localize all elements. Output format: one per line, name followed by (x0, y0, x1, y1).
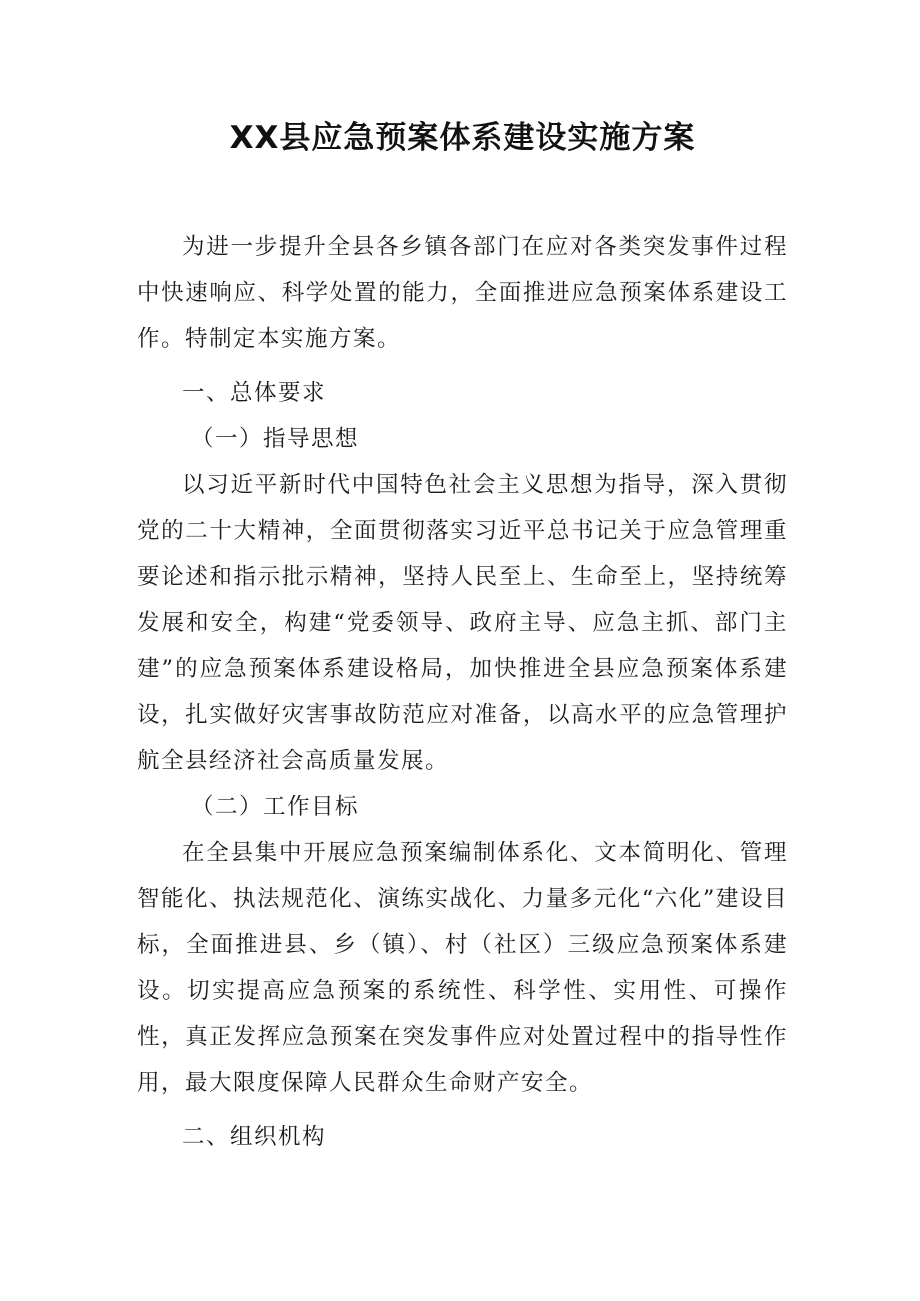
intro-paragraph: 为进一步提升全县各乡镇各部门在应对各类突发事件过程中快速响应、科学处置的能力，全面推进应急预案体系建设工作。特制定本实施方案。 (137, 234, 788, 352)
subsection-heading-guiding-ideology: （一）指导思想 (191, 426, 360, 452)
guiding-ideology-paragraph: 以习近平新时代中国特色社会主义思想为指导，深入贯彻党的二十大精神，全面贯彻落实习近平总书记关于应急管理重要论述和指示批示精神，坚持人民至上、生命至上，坚持统筹发展和安全，构建“党委领导、政府主导、应急主抓、部门主建”的应急预案体系建设格局，加快推进全县应急预案体系建设，扎实做好灾害事故防范应对准备，以高水平的应急管理护航全县经济社会高质量发展。 (137, 472, 788, 774)
document-body (137, 224, 788, 1160)
subsection-heading-work-goals: （二）工作目标 (191, 794, 360, 820)
section-heading-general-requirements: 一、总体要求 (182, 380, 327, 406)
section-heading-organization: 二、组织机构 (182, 1124, 327, 1150)
document-title: XX县应急预案体系建设实施方案 (229, 120, 696, 156)
work-goals-paragraph: 在全县集中开展应急预案编制体系化、文本简明化、管理智能化、执法规范化、演练实战化、力量多元化“六化”建设目标，全面推进县、乡（镇）、村（社区）三级应急预案体系建设。切实提高应急预案的系统性、科学性、实用性、可操作性，真正发挥应急预案在突发事件应对处置过程中的指导性作用，最大限度保障人民群众生命财产安全。 (137, 840, 788, 1096)
